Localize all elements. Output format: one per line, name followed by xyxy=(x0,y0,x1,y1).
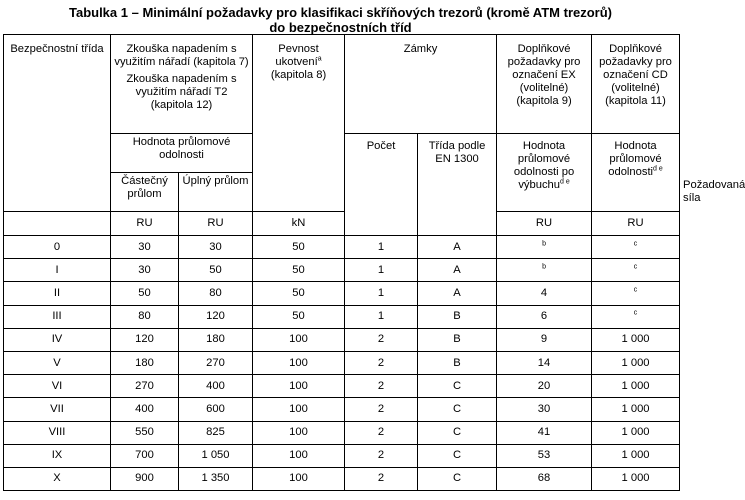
cell-lock: B xyxy=(418,305,497,328)
cell-cd: 1 000 xyxy=(592,328,680,351)
cell-full: 80 xyxy=(179,282,253,305)
cell-cd: 1 000 xyxy=(592,398,680,421)
cell-cls: VII xyxy=(4,398,111,421)
cell-count: 2 xyxy=(345,444,418,467)
cell-cls: III xyxy=(4,305,111,328)
table-row xyxy=(4,375,680,398)
table-row xyxy=(4,305,680,328)
unit-empty xyxy=(4,212,111,236)
header-ex-value xyxy=(497,134,592,212)
header-ex: Doplňkové požadavky pro označení EX (volitelné) (kapitola 9) xyxy=(497,35,592,134)
cell-ex: 9 xyxy=(497,328,592,351)
table-row xyxy=(4,351,680,374)
cell-cls: V xyxy=(4,351,111,374)
footnote-de-ex: d e xyxy=(559,178,570,186)
header-anchor-chapter: (kapitola 8) xyxy=(270,69,327,81)
cell-cls: IV xyxy=(4,328,111,351)
cell-cd: 1 000 xyxy=(592,467,680,490)
footnote-a: a xyxy=(317,55,322,63)
header-partial: Částečný průlom xyxy=(111,173,179,212)
header-cd: Doplňkové požadavky pro označení CD (volitelné) (kapitola 11) xyxy=(592,35,680,134)
cell-partial: 270 xyxy=(111,375,179,398)
cell-ex: 4 xyxy=(497,282,592,305)
cell-lock: B xyxy=(418,351,497,374)
cell-partial: 550 xyxy=(111,421,179,444)
unit-partial: RU xyxy=(111,212,179,236)
cell-cd xyxy=(592,236,680,259)
cell-ex xyxy=(497,236,592,259)
cell-count: 1 xyxy=(345,282,418,305)
cell-lock: C xyxy=(418,467,497,490)
cell-count: 1 xyxy=(345,236,418,259)
unit-force: kN xyxy=(253,212,345,236)
table-row xyxy=(4,282,680,305)
cell-ex: 6 xyxy=(497,305,592,328)
cell-cls: VIII xyxy=(4,421,111,444)
cell-lock: C xyxy=(418,444,497,467)
cell-force: 50 xyxy=(253,305,345,328)
cell-ex: 68 xyxy=(497,467,592,490)
header-row-3: Částečný průlom Úplný průlom Požadovaná síla xyxy=(4,173,680,212)
cell-count: 2 xyxy=(345,375,418,398)
header-anchor xyxy=(253,35,345,212)
header-count: Počet xyxy=(345,134,418,236)
cell-force: 50 xyxy=(253,282,345,305)
cell-force: 100 xyxy=(253,375,345,398)
cell-full: 600 xyxy=(179,398,253,421)
cell-cd xyxy=(592,305,680,328)
cell-force: 100 xyxy=(253,421,345,444)
cell-force: 100 xyxy=(253,398,345,421)
footnote-c: c xyxy=(633,309,638,317)
cell-full: 180 xyxy=(179,328,253,351)
header-anchor-label: Pevnost ukotvení xyxy=(275,43,319,68)
cell-count: 1 xyxy=(345,305,418,328)
cell-full: 1 050 xyxy=(179,444,253,467)
cell-full: 1 350 xyxy=(179,467,253,490)
cell-partial: 900 xyxy=(111,467,179,490)
cell-lock: C xyxy=(418,398,497,421)
cell-partial: 50 xyxy=(111,282,179,305)
cell-lock: A xyxy=(418,259,497,282)
cell-lock: C xyxy=(418,421,497,444)
cell-full: 400 xyxy=(179,375,253,398)
header-security-class: Bezpečnostní třída xyxy=(4,35,111,212)
title-line-1: Tabulka 1 – Minimální požadavky pro klasifikaci skříňových trezorů (kromě ATM trezorů) xyxy=(68,5,613,20)
cell-ex: 20 xyxy=(497,375,592,398)
cell-ex: 41 xyxy=(497,421,592,444)
header-lock-class: Třída podle EN 1300 xyxy=(418,134,497,236)
table-row xyxy=(4,236,680,259)
cell-cd: 1 000 xyxy=(592,444,680,467)
header-row-1 xyxy=(4,35,680,134)
table-row xyxy=(4,444,680,467)
header-full: Úplný průlom xyxy=(179,173,253,212)
cell-force: 50 xyxy=(253,259,345,282)
cell-count: 2 xyxy=(345,421,418,444)
cell-partial: 30 xyxy=(111,236,179,259)
header-ex-value-label: Hodnota průlomové odolnosti po výbuchu xyxy=(513,140,575,191)
footnote-b: b xyxy=(542,239,546,247)
cell-cls: II xyxy=(4,282,111,305)
cell-count: 2 xyxy=(345,467,418,490)
cell-cls: IX xyxy=(4,444,111,467)
cell-partial: 30 xyxy=(111,259,179,282)
cell-ex xyxy=(497,259,592,282)
cell-count: 2 xyxy=(345,328,418,351)
cell-lock: A xyxy=(418,236,497,259)
table-row xyxy=(4,398,680,421)
cell-cls: VI xyxy=(4,375,111,398)
footnote-c: c xyxy=(633,263,638,271)
cell-force: 100 xyxy=(253,444,345,467)
footnote-c: c xyxy=(633,286,638,294)
cell-lock: C xyxy=(418,375,497,398)
cell-cls: 0 xyxy=(4,236,111,259)
title-line-2: do bezpečnostních tříd xyxy=(269,20,412,35)
table-row xyxy=(4,328,680,351)
cell-partial: 120 xyxy=(111,328,179,351)
cell-lock: A xyxy=(418,282,497,305)
cell-partial: 400 xyxy=(111,398,179,421)
cell-partial: 700 xyxy=(111,444,179,467)
unit-ex: RU xyxy=(497,212,592,236)
cell-lock: B xyxy=(418,328,497,351)
requirements-table xyxy=(3,34,745,491)
cell-cd: 1 000 xyxy=(592,375,680,398)
cell-force: 100 xyxy=(253,328,345,351)
cell-ex: 30 xyxy=(497,398,592,421)
cell-ex: 14 xyxy=(497,351,592,374)
header-cd-value xyxy=(592,134,680,212)
cell-cd xyxy=(592,282,680,305)
cell-count: 2 xyxy=(345,351,418,374)
table-body xyxy=(4,236,680,491)
cell-full: 270 xyxy=(179,351,253,374)
header-locks: Zámky xyxy=(345,35,497,134)
header-attack-test-2: Zkouška napadením s využitím nářadí T2 (kapitola 12) xyxy=(126,73,237,111)
cell-partial: 80 xyxy=(111,305,179,328)
footnote-c: c xyxy=(633,239,638,247)
unit-cd: RU xyxy=(592,212,680,236)
cell-full: 120 xyxy=(179,305,253,328)
unit-row xyxy=(4,212,680,236)
cell-cd: 1 000 xyxy=(592,421,680,444)
cell-full: 825 xyxy=(179,421,253,444)
cell-cls: I xyxy=(4,259,111,282)
cell-cls: X xyxy=(4,467,111,490)
header-attack-test xyxy=(111,35,253,134)
cell-count: 2 xyxy=(345,398,418,421)
cell-force: 100 xyxy=(253,467,345,490)
cell-cd xyxy=(592,259,680,282)
cell-count: 1 xyxy=(345,259,418,282)
unit-full: RU xyxy=(179,212,253,236)
footnote-de-cd: d e xyxy=(653,165,663,173)
header-attack-test-1: Zkouška napadením s využitím nářadí (kapitola 7) xyxy=(114,43,249,68)
table-row xyxy=(4,467,680,490)
cell-ex: 53 xyxy=(497,444,592,467)
table-row xyxy=(4,259,680,282)
cell-partial: 180 xyxy=(111,351,179,374)
table-title xyxy=(0,0,681,34)
cell-full: 30 xyxy=(179,236,253,259)
cell-cd: 1 000 xyxy=(592,351,680,374)
header-cd-value-label: Hodnota průlomové odolnosti xyxy=(608,140,662,178)
header-breakin: Hodnota průlomové odolnosti xyxy=(111,134,253,173)
footnote-b: b xyxy=(542,263,546,271)
table-row xyxy=(4,421,680,444)
cell-force: 50 xyxy=(253,236,345,259)
cell-full: 50 xyxy=(179,259,253,282)
cell-force: 100 xyxy=(253,351,345,374)
